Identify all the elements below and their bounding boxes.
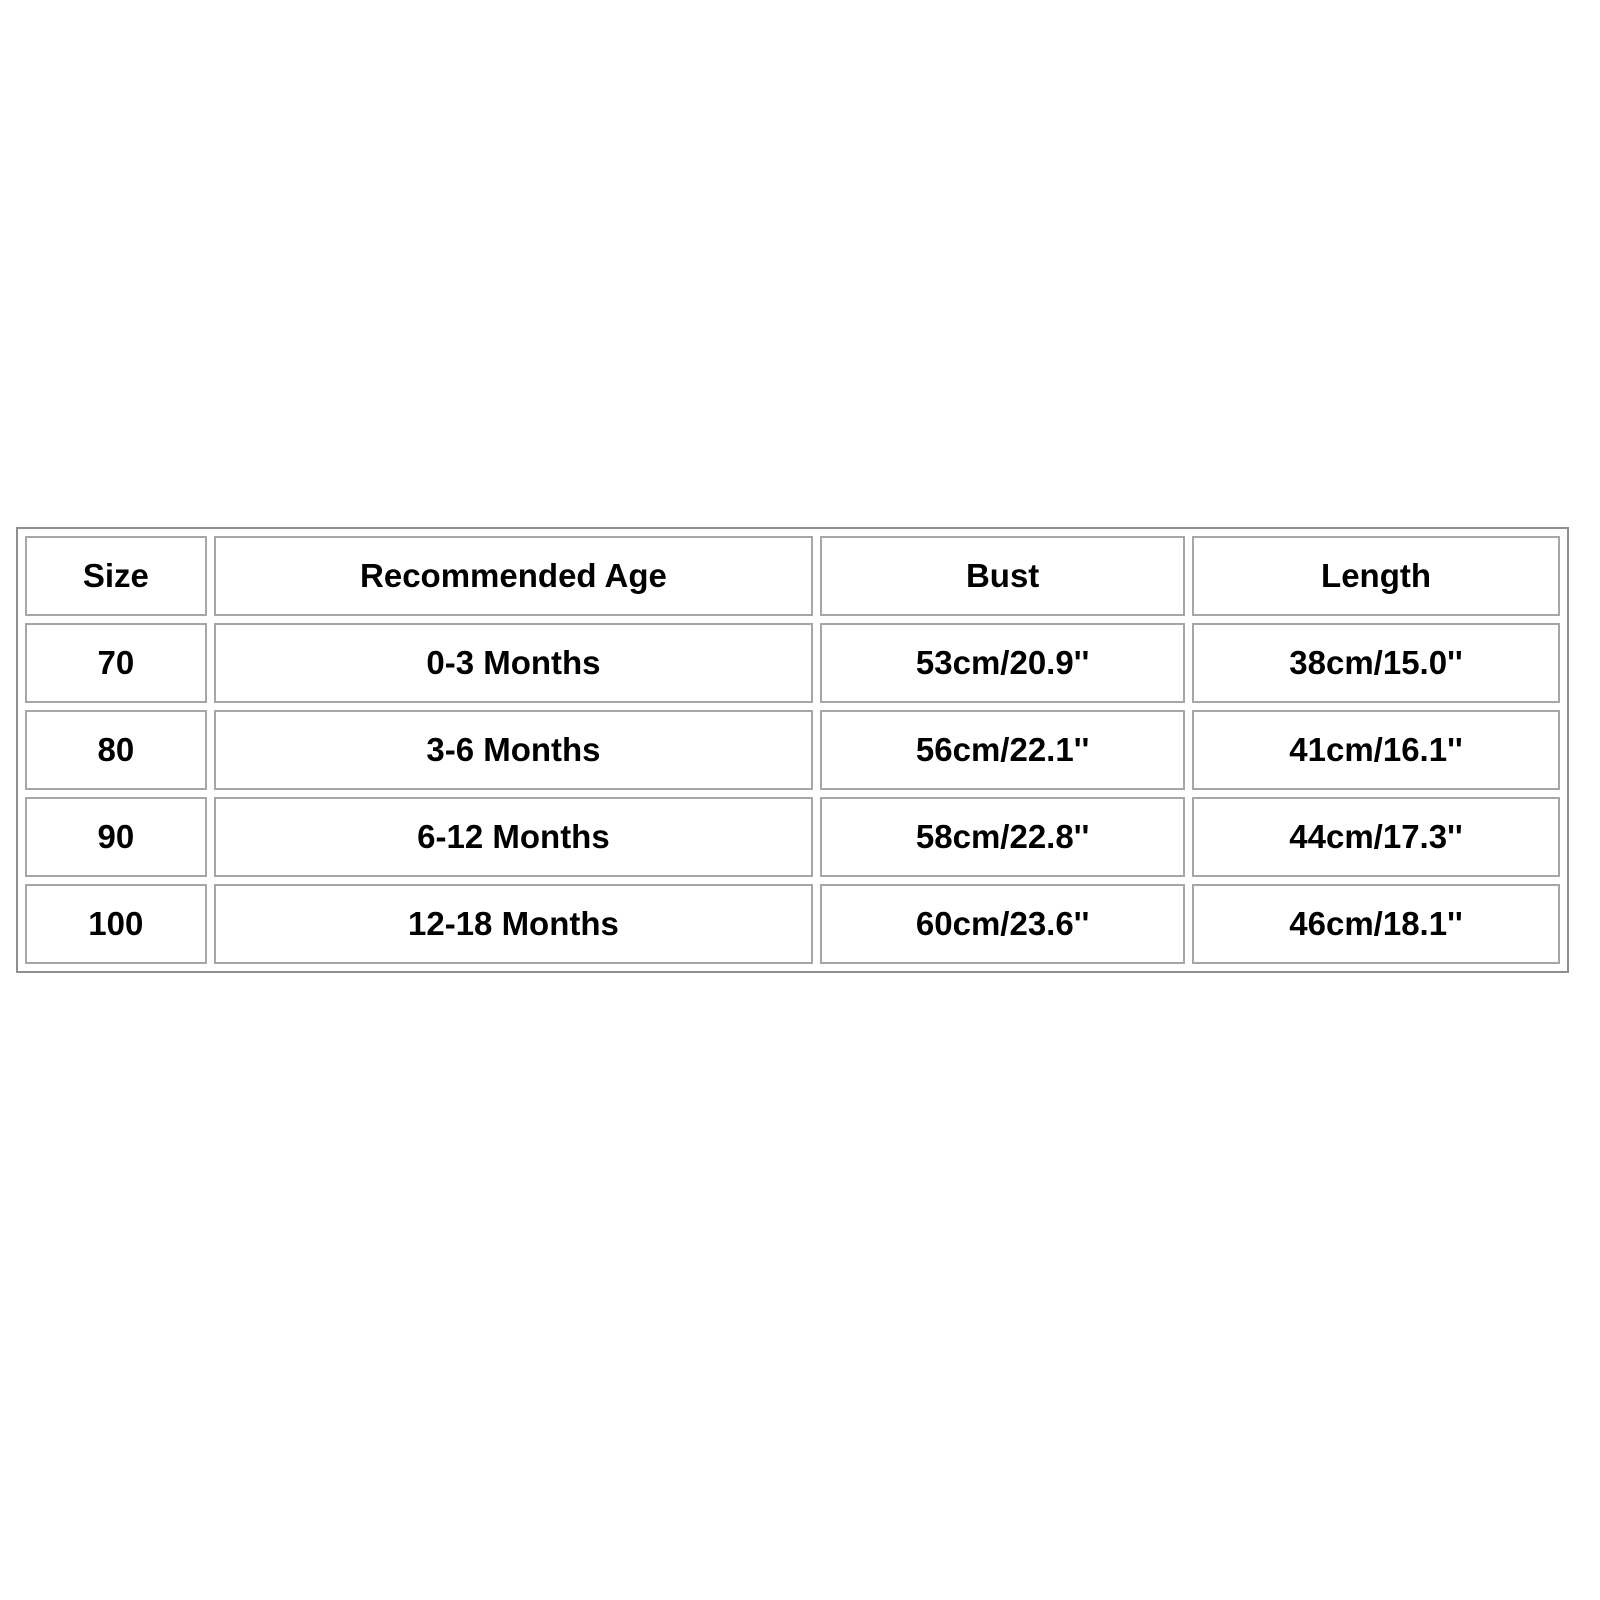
cell-length: 46cm/18.1'' xyxy=(1192,884,1560,964)
cell-size: 90 xyxy=(25,797,207,877)
header-cell-bust: Bust xyxy=(820,536,1185,616)
cell-length: 41cm/16.1'' xyxy=(1192,710,1560,790)
cell-length: 38cm/15.0'' xyxy=(1192,623,1560,703)
cell-age: 6-12 Months xyxy=(214,797,814,877)
cell-bust: 60cm/23.6'' xyxy=(820,884,1185,964)
size-chart-table xyxy=(16,527,1569,973)
table-row xyxy=(25,623,1560,703)
cell-bust: 58cm/22.8'' xyxy=(820,797,1185,877)
header-cell-length: Length xyxy=(1192,536,1560,616)
cell-size: 100 xyxy=(25,884,207,964)
cell-age: 0-3 Months xyxy=(214,623,814,703)
cell-size: 80 xyxy=(25,710,207,790)
table-row xyxy=(25,797,1560,877)
cell-bust: 53cm/20.9'' xyxy=(820,623,1185,703)
cell-age: 12-18 Months xyxy=(214,884,814,964)
cell-size: 70 xyxy=(25,623,207,703)
header-row xyxy=(25,536,1560,616)
table-row xyxy=(25,884,1560,964)
cell-age: 3-6 Months xyxy=(214,710,814,790)
table-row xyxy=(25,710,1560,790)
header-cell-size: Size xyxy=(25,536,207,616)
header-cell-age: Recommended Age xyxy=(214,536,814,616)
cell-bust: 56cm/22.1'' xyxy=(820,710,1185,790)
cell-length: 44cm/17.3'' xyxy=(1192,797,1560,877)
